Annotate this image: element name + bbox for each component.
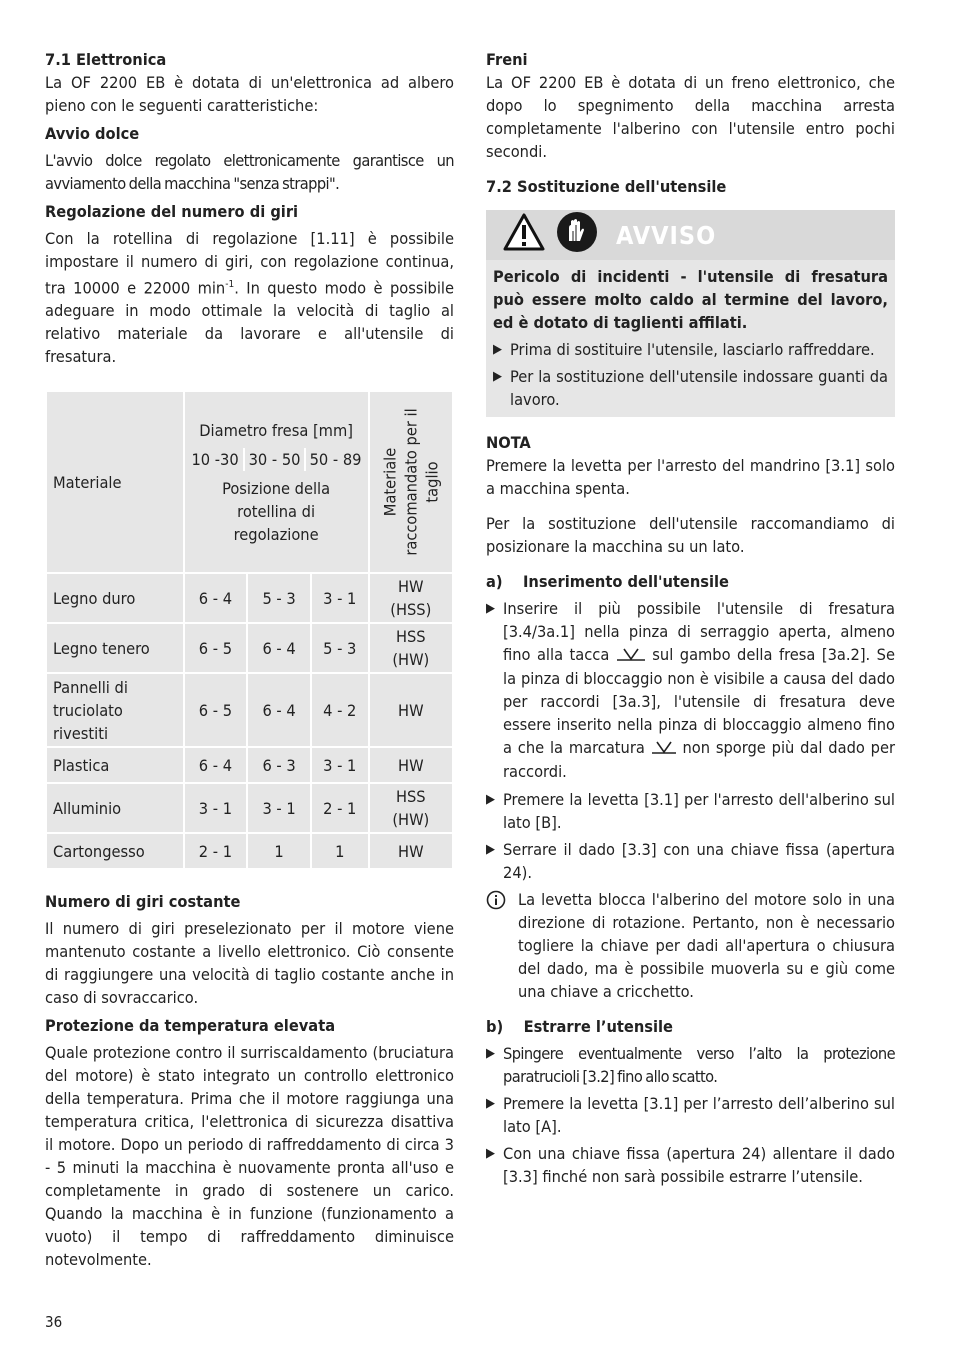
cell-materiale: Legno tenero xyxy=(46,623,184,673)
info-note: La levetta blocca l'alberino del motore solo in una direzione di rotazione. Pertanto, non è necessario togliere la chiave per dadi all'apertura o chiusura del dado, ma è possibile muoverla su e giù come una chiave a cricchetto. xyxy=(486,888,895,1003)
section-7-2-title: 7.2 Sostituzione dell'utensile xyxy=(486,177,727,196)
regolazione-title: Regolazione del numero di giri xyxy=(45,202,299,221)
table-row xyxy=(46,783,453,833)
warning-triangle-icon xyxy=(502,212,546,258)
freni-text: La OF 2200 EB è dotata di un freno elettronico, che dopo lo spegnimento della macchina arresta completamente l'alberino con l'utensile entro pochi secondi. xyxy=(486,73,895,161)
speed-table xyxy=(45,390,454,870)
cell-value: 6 - 5 xyxy=(184,623,248,673)
bullet-arrow-icon: ▶ xyxy=(486,842,495,857)
cell-raccomandato: HSS (HW) xyxy=(369,623,453,673)
left-column xyxy=(45,48,454,1271)
list-item: ▶ Serrare il dado [3.3] con una chiave fissa (apertura 24). xyxy=(486,840,895,882)
cell-value: 6 - 4 xyxy=(247,673,311,747)
consiglio-text: Per la sostituzione dell'utensile raccomandiamo di posizionare la macchina su un lato. xyxy=(486,514,895,556)
diametro-label: Diametro fresa [mm] xyxy=(199,420,353,440)
warning-box xyxy=(486,210,895,417)
costante-title: Numero di giri costante xyxy=(45,892,241,912)
list-item: ▶ Premere la levetta [3.1] per l’arresto dell’alberino sul lato [A]. xyxy=(486,1094,895,1136)
cell-value: 1 xyxy=(311,833,369,869)
estrarre-title: b) Estrarre l’utensile xyxy=(486,1017,673,1036)
diametro-range-1: 10 -30 xyxy=(191,449,239,469)
bullet-arrow-icon: ▶ xyxy=(493,342,502,357)
cell-value: 3 - 1 xyxy=(247,783,311,833)
right-column xyxy=(486,48,895,1188)
freni-title: Freni xyxy=(486,50,528,69)
cell-value: 6 - 4 xyxy=(184,573,248,623)
list-item: ▶ Per la sostituzione dell'utensile indossare guanti da lavoro. xyxy=(493,367,888,409)
bullet-arrow-icon: ▶ xyxy=(486,1046,495,1061)
cell-materiale: Cartongesso xyxy=(46,833,184,869)
cell-value: 6 - 4 xyxy=(184,747,248,783)
table-header-materiale: Materiale xyxy=(46,391,184,573)
costante-text: Il numero di giri preselezionato per il motore viene mantenuto costante a livello elettronico. Ciò consente di raggiungere una velocità di taglio costante anche in caso di sovraccarico. xyxy=(45,919,454,1008)
avvio-dolce-title: Avvio dolce xyxy=(45,124,140,143)
cell-value: 6 - 3 xyxy=(247,747,311,783)
warning-header xyxy=(486,210,895,260)
diametro-range-2: 30 - 50 xyxy=(243,448,304,471)
list-item: ▶ Prima di sostituire l'utensile, lasciarlo raffreddare. xyxy=(493,340,875,359)
inserimento-title: a) Inserimento dell'utensile xyxy=(486,572,729,591)
cell-raccomandato: HW xyxy=(369,833,453,869)
page-number: 36 xyxy=(45,1313,63,1331)
table-header-diametro xyxy=(184,391,369,573)
table-row xyxy=(46,623,453,673)
temperatura-title: Protezione da temperatura elevata xyxy=(45,1016,336,1036)
warning-body xyxy=(486,260,895,417)
cell-value: 3 - 1 xyxy=(311,573,369,623)
cell-value: 2 - 1 xyxy=(311,783,369,833)
temperatura-text: Quale protezione contro il surriscaldamento (bruciatura del motore) è stato integrato un controllo elettronico della temperatura. Prima che il motore raggiunga una temperatura critica, l'elettronica di sicurezza disattiva il motore. Dopo un periodo di raffreddamento di circa 3 - 5 minuti la macchina è nuovamente pronta all'uso e completamente in grado di sostenere un carico. Quando la macchina è in funzione (funzionamento a vuoto) il tempo di raffreddamento diminuisce notevolmente. xyxy=(45,1043,454,1270)
bullet-arrow-icon: ▶ xyxy=(493,369,502,384)
warning-bold-text: Pericolo di incidenti - l'utensile di fresatura può essere molto caldo al termine del lavoro, ed è dotato di taglienti affilati. xyxy=(493,267,888,332)
list-item: ▶ Inserire il più possibile l'utensile di fresatura [3.4/3a.1] nella pinza di serraggio aperta, almeno fino alla tacca sul gambo della fresa [3a.2]. Se la pinza di bloccaggio non è visibile a causa del dado per raccordi [3a.3], l'utensile di fresatura deve essere inserito nella pinza di bloccaggio almeno fino a che la marcatura non sporge più dal dado per raccordi. xyxy=(486,599,896,781)
cell-value: 1 xyxy=(247,833,311,869)
list-item: ▶ Spingere eventualmente verso l’alto la protezione paratrucioli [3.2] fino allo scatto. xyxy=(486,1044,895,1086)
cell-raccomandato: HW xyxy=(369,673,453,747)
table-header-materiale-raccomandato: Materiale raccomandato per il taglio xyxy=(369,391,453,573)
table-row xyxy=(46,673,453,747)
list-item: ▶ Premere la levetta [3.1] per l'arresto dell'alberino sul lato [B]. xyxy=(486,790,895,832)
section-7-1-intro: La OF 2200 EB è dotata di un'elettronica ad albero pieno con le seguenti caratteristiche: xyxy=(45,73,454,115)
notch-mark-icon xyxy=(651,737,677,760)
cell-value: 6 - 5 xyxy=(184,673,248,747)
notch-mark-icon xyxy=(616,644,646,667)
info-icon xyxy=(486,888,518,1003)
bullet-arrow-icon: ▶ xyxy=(486,601,495,616)
cell-materiale: Legno duro xyxy=(46,573,184,623)
cell-materiale: Alluminio xyxy=(46,783,184,833)
cell-value: 3 - 1 xyxy=(184,783,248,833)
cell-value: 4 - 2 xyxy=(311,673,369,747)
cell-value: 5 - 3 xyxy=(247,573,311,623)
diametro-ranges xyxy=(185,448,368,471)
table-row xyxy=(46,833,453,869)
bullet-arrow-icon: ▶ xyxy=(486,792,495,807)
cell-value: 2 - 1 xyxy=(184,833,248,869)
gloves-icon xyxy=(556,211,598,259)
table-row xyxy=(46,573,453,623)
bullet-arrow-icon: ▶ xyxy=(486,1096,495,1111)
cell-materiale: Plastica xyxy=(46,747,184,783)
cell-value: 3 - 1 xyxy=(311,747,369,783)
cell-value: 5 - 3 xyxy=(311,623,369,673)
diametro-range-3: 50 - 89 xyxy=(304,448,365,471)
list-item: ▶ Con una chiave fissa (apertura 24) allentare il dado [3.3] finché non sarà possibile estrarre l’utensile. xyxy=(486,1144,895,1186)
posizione-label: Posizione della rotellina di regolazione xyxy=(222,478,331,544)
bullet-arrow-icon: ▶ xyxy=(486,1146,495,1161)
section-7-1-title: 7.1 Elettronica xyxy=(45,50,167,69)
cell-raccomandato: HW (HSS) xyxy=(369,573,453,623)
warning-title: AVVISO xyxy=(616,220,717,250)
table-row xyxy=(46,747,453,783)
cell-value: 6 - 4 xyxy=(247,623,311,673)
nota-title: NOTA xyxy=(486,433,531,452)
cell-materiale: Pannelli di truciolato rivestiti xyxy=(46,673,184,747)
regolazione-text: Con la rotellina di regolazione [1.11] è possibile impostare il numero di giri, con regolazione continua, tra 10000 e 22000 $\min^{-1}$. In questo modo è possibile adeguare in modo ottimale la velocità di taglio al relativo materiale da lavorare e all'utensile di fresatura. xyxy=(45,229,454,367)
cell-raccomandato: HW xyxy=(369,747,453,783)
cell-raccomandato: HSS (HW) xyxy=(369,783,453,833)
avvio-dolce-text: L'avvio dolce regolato elettronicamente garantisce un avviamento della macchina "senza strappi". xyxy=(45,151,454,193)
nota-text: Premere la levetta per l'arresto del mandrino [3.1] solo a macchina spenta. xyxy=(486,456,895,498)
